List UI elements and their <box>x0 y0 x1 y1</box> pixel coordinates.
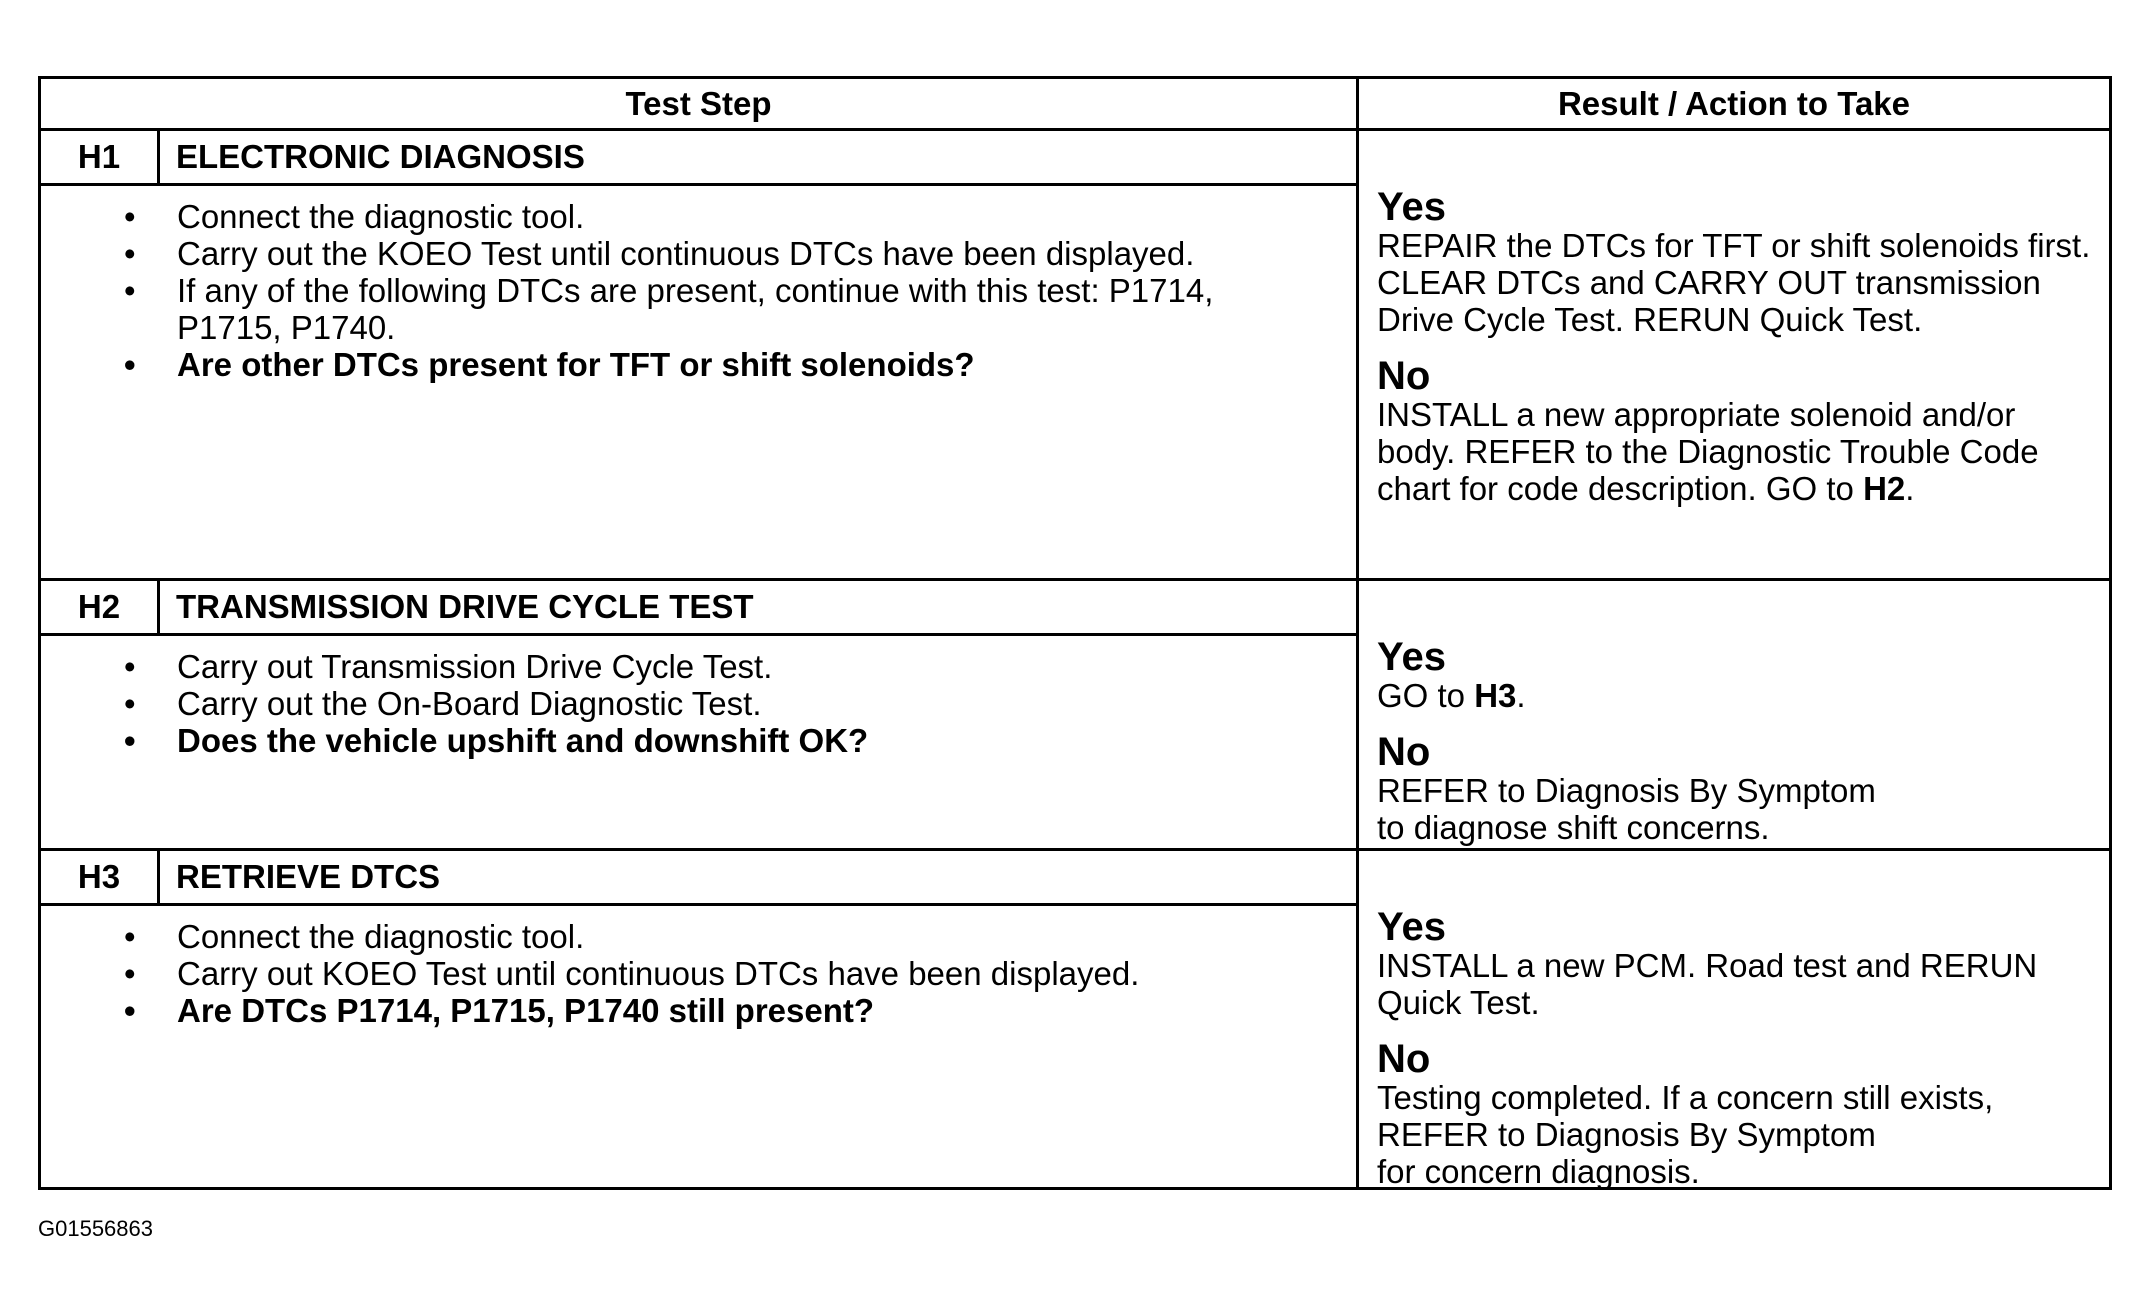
list-item: • Carry out KOEO Test until continuous DTCs have been displayed. <box>177 955 1316 992</box>
step-h1 <box>41 131 1359 581</box>
yes-action: REPAIR the DTCs for TFT or shift solenoids first. CLEAR DTCs and CARRY OUT transmission Drive Cycle Test. RERUN Quick Test. <box>1377 227 2091 338</box>
no-action: Testing completed. If a concern still exists, REFER to Diagnosis By Symptom for concern diagnosis. <box>1377 1079 1994 1190</box>
yes-label: Yes <box>1377 635 1446 679</box>
yes-action: GO to H3. <box>1377 677 1526 714</box>
no-label: No <box>1377 730 1431 774</box>
step-h1-header <box>41 131 1356 186</box>
list-item: • Connect the diagnostic tool. <box>177 918 1316 955</box>
result-h1 <box>1359 131 2109 581</box>
step-h3-bullets <box>41 906 1356 1029</box>
figure-id: G01556863 <box>38 1216 153 1241</box>
step-h2-header <box>41 581 1356 636</box>
list-item: • Connect the diagnostic tool. <box>177 198 1316 235</box>
yes-label: Yes <box>1377 905 1446 949</box>
step-h3 <box>41 851 1359 1190</box>
list-item: • Carry out the On-Board Diagnostic Test. <box>177 685 1316 722</box>
step-question: • Are other DTCs present for TFT or shift solenoids? <box>177 346 1316 383</box>
step-title: RETRIEVE DTCS <box>176 858 441 895</box>
list-item: • If any of the following DTCs are present, continue with this test: P1714, P1715, P1740. <box>177 272 1316 346</box>
no-action: REFER to Diagnosis By Symptom to diagnose shift concerns. <box>1377 772 1876 846</box>
yes-label: Yes <box>1377 185 1446 229</box>
no-action: INSTALL a new appropriate solenoid and/or body. REFER to the Diagnostic Trouble Code chart for code description. GO to H2. <box>1377 396 2039 507</box>
step-id: H3 <box>41 851 160 903</box>
step-h3-header <box>41 851 1356 906</box>
step-title: TRANSMISSION DRIVE CYCLE TEST <box>176 588 754 625</box>
step-id: H2 <box>41 581 160 633</box>
list-item: • Carry out the KOEO Test until continuous DTCs have been displayed. <box>177 235 1316 272</box>
result-h3 <box>1359 851 2109 1190</box>
result-h2 <box>1359 581 2109 851</box>
step-h2-bullets <box>41 636 1356 759</box>
header-result-action: Result / Action to Take <box>1359 79 2109 131</box>
step-h1-bullets <box>41 186 1356 383</box>
yes-action: INSTALL a new PCM. Road test and RERUN Quick Test. <box>1377 947 2038 1021</box>
no-label: No <box>1377 1037 1431 1081</box>
step-id: H1 <box>41 131 160 183</box>
step-title: ELECTRONIC DIAGNOSIS <box>176 138 585 175</box>
header-test-step: Test Step <box>41 79 1359 131</box>
goto-step-link: H3 <box>1474 677 1517 714</box>
goto-step-link: H2 <box>1863 470 1906 507</box>
step-question: • Does the vehicle upshift and downshift OK? <box>177 722 1316 759</box>
list-item: • Carry out Transmission Drive Cycle Test. <box>177 648 1316 685</box>
no-label: No <box>1377 354 1431 398</box>
step-h2 <box>41 581 1359 851</box>
diagnostic-table <box>38 76 2112 1190</box>
step-question: • Are DTCs P1714, P1715, P1740 still present? <box>177 992 1316 1029</box>
